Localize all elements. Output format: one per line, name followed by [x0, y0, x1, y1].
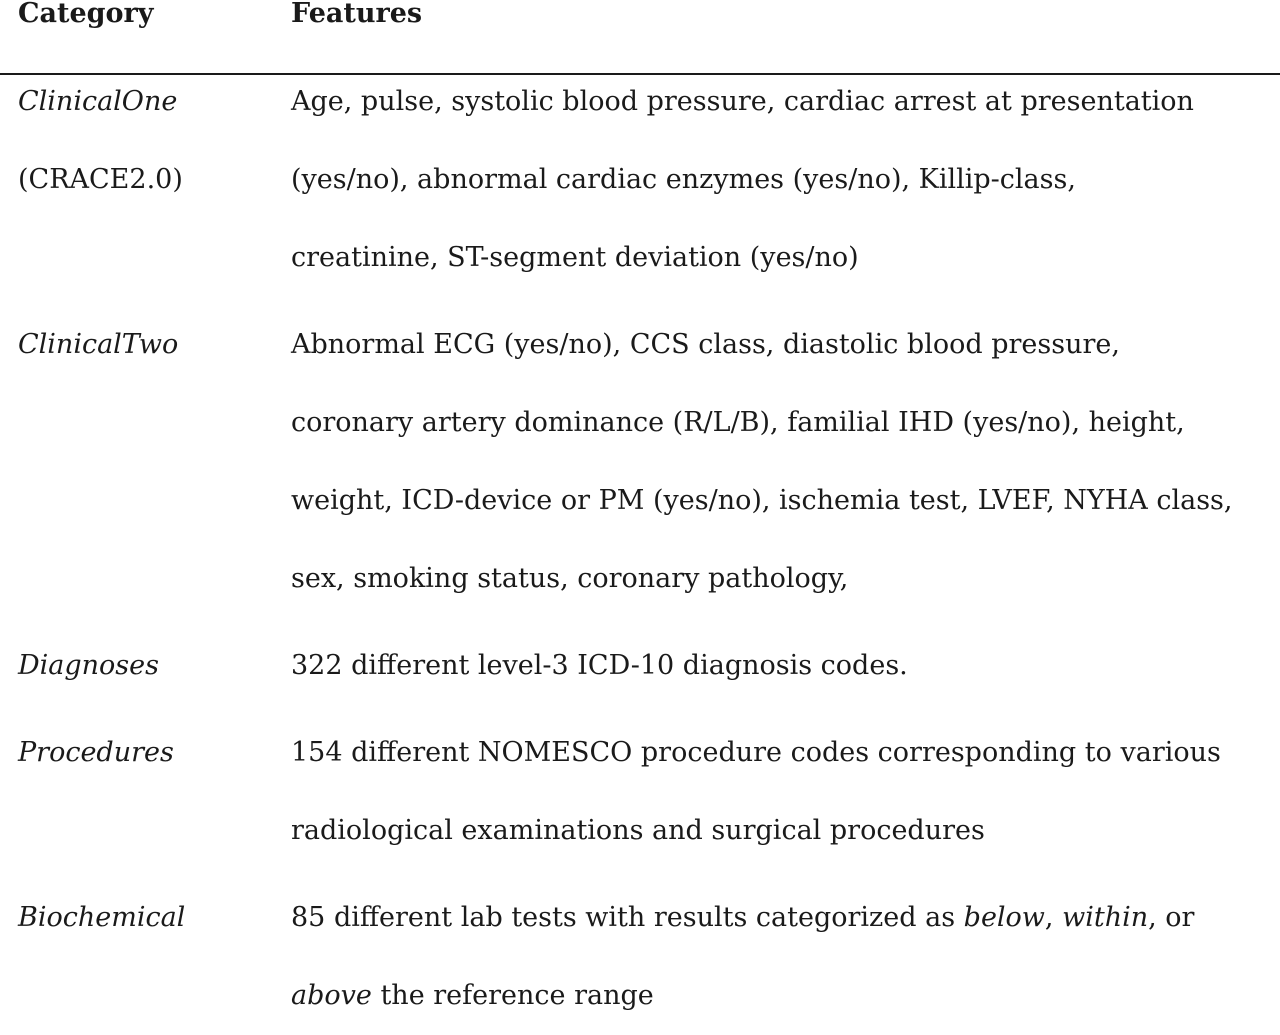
header-features: Features — [291, 0, 423, 29]
category-name: Procedures — [18, 737, 174, 768]
category-cell — [18, 306, 278, 384]
feature-line: weight, ICD-device or PM (yes/no), ischemia test, LVEF, NYHA class, — [291, 485, 1233, 516]
feature-line: 322 different level-3 ICD-10 diagnosis codes. — [291, 650, 908, 681]
features-cell — [291, 879, 1266, 1035]
feature-line: Age, pulse, systolic blood pressure, cardiac arrest at presentation — [291, 86, 1194, 117]
feature-emphasis: within — [1062, 902, 1149, 933]
feature-line: (yes/no), abnormal cardiac enzymes (yes/no), Killip-class, — [291, 164, 1076, 195]
category-cell — [18, 714, 278, 792]
category-name: ClinicalOne — [18, 86, 178, 117]
feature-line: Abnormal ECG (yes/no), CCS class, diastolic blood pressure, — [291, 329, 1120, 360]
features-cell — [291, 714, 1266, 870]
feature-line: sex, smoking status, coronary pathology, — [291, 563, 849, 594]
feature-line — [291, 957, 1266, 1035]
feature-text: 85 different lab tests with results categorized as — [291, 902, 964, 933]
category-name: ClinicalTwo — [18, 329, 179, 360]
features-cell — [291, 63, 1266, 297]
category-name: Diagnoses — [18, 650, 159, 681]
features-cell — [291, 306, 1266, 618]
category-subtitle: (CRACE2.0) — [18, 164, 183, 195]
feature-line: creatinine, ST-segment deviation (yes/no) — [291, 242, 859, 273]
feature-line: coronary artery dominance (R/L/B), familial IHD (yes/no), height, — [291, 407, 1185, 438]
feature-text: , — [1044, 902, 1063, 933]
feature-line — [291, 879, 1266, 957]
feature-text: , or — [1148, 902, 1195, 933]
features-cell — [291, 627, 1266, 705]
category-cell — [18, 63, 278, 219]
category-cell — [18, 879, 278, 957]
feature-line: radiological examinations and surgical procedures — [291, 815, 985, 846]
feature-emphasis: below — [963, 902, 1045, 933]
category-cell — [18, 627, 278, 705]
feature-line: 154 different NOMESCO procedure codes corresponding to various — [291, 737, 1221, 768]
category-name: Biochemical — [18, 902, 186, 933]
header-category: Category — [18, 0, 154, 29]
feature-text: the reference range — [371, 980, 654, 1011]
feature-emphasis: above — [291, 980, 372, 1011]
